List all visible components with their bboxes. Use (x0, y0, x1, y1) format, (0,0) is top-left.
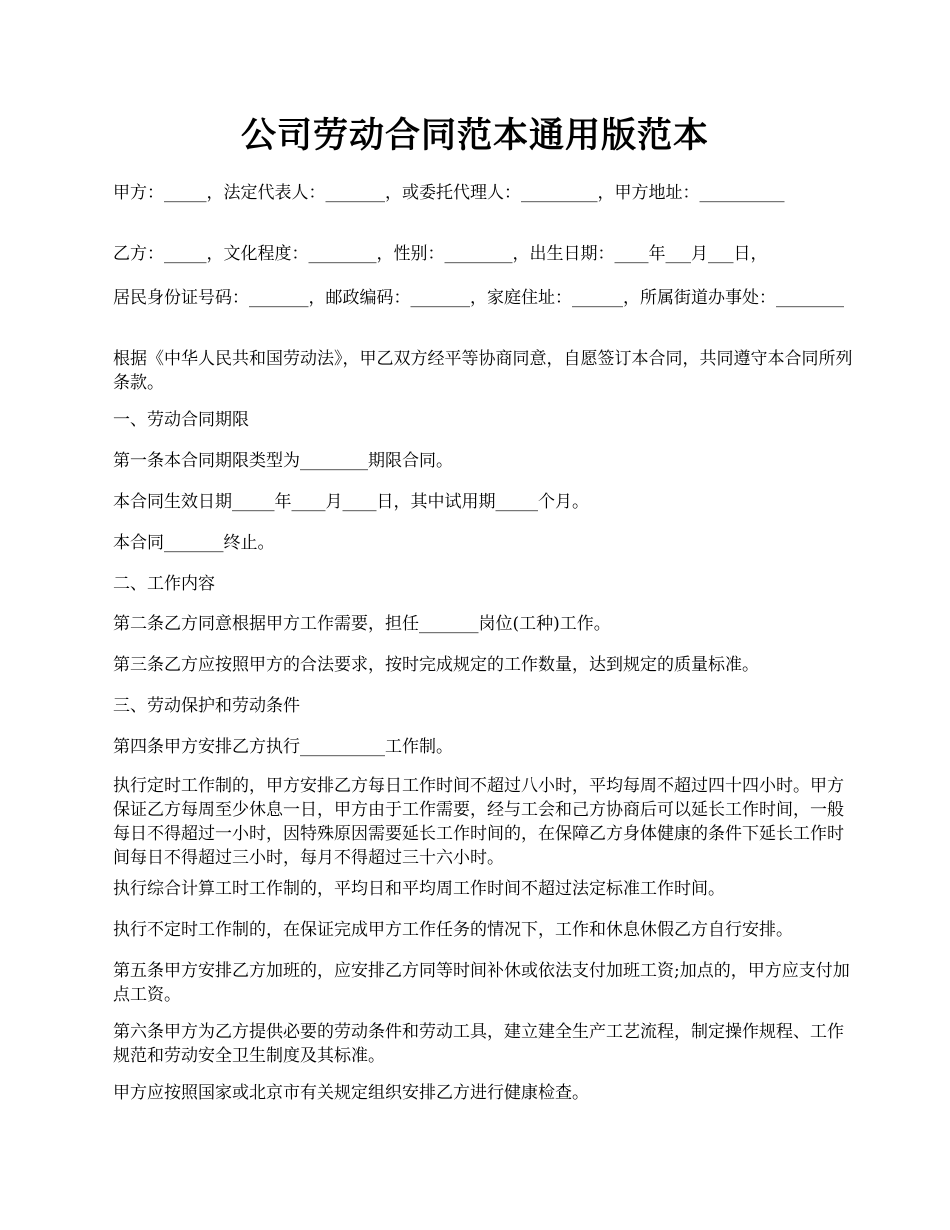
section-heading-labor-protection: 三、劳动保护和劳动条件 (113, 696, 300, 716)
section-heading-work-content: 二、工作内容 (113, 574, 215, 594)
termination-paragraph: 本合同_______终止。 (113, 533, 275, 553)
article-2: 第二条乙方同意根据甲方工作需要，担任_______岗位(工种)工作。 (113, 614, 611, 634)
article-4: 第四条甲方安排乙方执行__________工作制。 (113, 737, 453, 757)
party-b-info: 乙方：_____，文化程度：________，性别：________，出生日期：____年___月___日， (113, 244, 768, 264)
health-check-paragraph: 甲方应按照国家或北京市有关规定组织安排乙方进行健康检查。 (113, 1083, 589, 1103)
preamble-paragraph: 根据《中华人民共和国劳动法》，甲乙双方经平等协商同意，自愿签订本合同，共同遵守本合同所列条款。 (113, 349, 853, 393)
standard-hours-paragraph: 执行定时工作制的，甲方安排乙方每日工作时间不超过八小时，平均每周不超过四十四小时。甲方保证乙方每周至少休息一日，甲方由于工作需要，经与工会和己方协商后可以延长工作时间，一般每日不得超过一小时，因特殊原因需要延长工作时间的，在保障乙方身体健康的条件下延长工作时间每日不得超过三小时，每月不得超过三十六小时。 (113, 776, 844, 868)
party-b-address-info: 居民身份证号码：_______，邮政编码：_______，家庭住址：______，所属街道办事处：________ (113, 288, 844, 308)
document-title: 公司劳动合同范本通用版范本 (240, 115, 709, 156)
section-heading-term: 一、劳动合同期限 (113, 410, 249, 430)
party-a-info: 甲方：_____，法定代表人：_______，或委托代理人：_________，甲方地址：__________ (113, 183, 785, 203)
comprehensive-hours-paragraph: 执行综合计算工时工作制的，平均日和平均周工作时间不超过法定标准工作时间。 (113, 879, 725, 899)
article-1: 第一条本合同期限类型为________期限合同。 (113, 451, 453, 471)
article-3: 第三条乙方应按照甲方的合法要求，按时完成规定的工作数量，达到规定的质量标准。 (113, 655, 759, 675)
effective-date-paragraph: 本合同生效日期_____年____月____日，其中试用期_____个月。 (113, 492, 589, 512)
flexible-hours-paragraph: 执行不定时工作制的，在保证完成甲方工作任务的情况下，工作和休息休假乙方自行安排。 (113, 920, 793, 940)
article-5: 第五条甲方安排乙方加班的，应安排乙方同等时间补休或依法支付加班工资;加点的，甲方应支付加点工资。 (113, 961, 850, 1005)
article-6: 第六条甲方为乙方提供必要的劳动条件和劳动工具，建立建全生产工艺流程，制定操作规程、工作规范和劳动安全卫生制度及其标准。 (113, 1022, 844, 1066)
